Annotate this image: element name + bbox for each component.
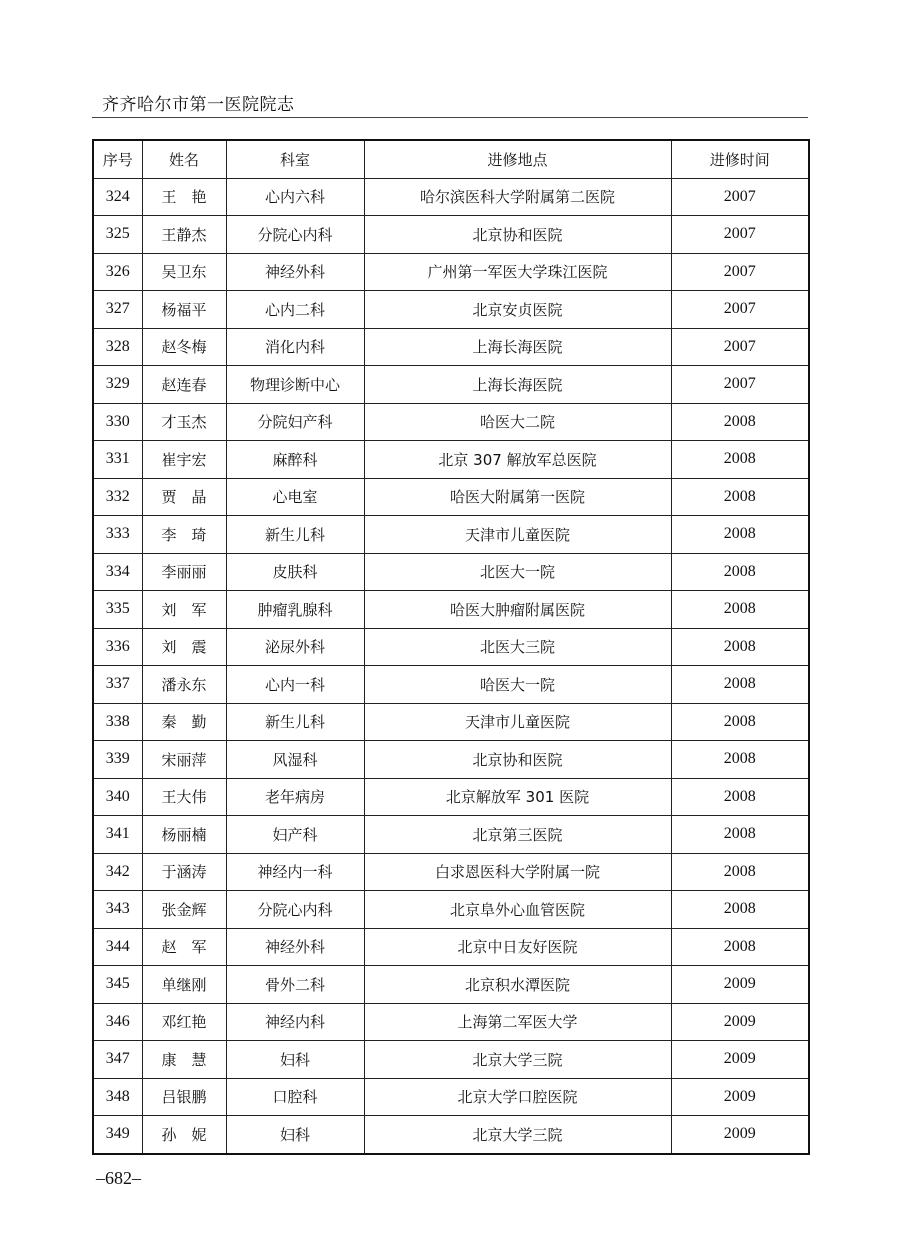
year-cell: 2008 bbox=[671, 816, 809, 854]
year-cell: 2008 bbox=[671, 516, 809, 554]
location-cell: 北医大一院 bbox=[364, 553, 671, 591]
table-row bbox=[93, 928, 809, 966]
department-cell: 骨外二科 bbox=[226, 966, 364, 1004]
table-row bbox=[93, 966, 809, 1004]
serial-cell: 328 bbox=[93, 328, 142, 366]
year-cell: 2008 bbox=[671, 628, 809, 666]
department-cell: 皮肤科 bbox=[226, 553, 364, 591]
name-cell: 赵连春 bbox=[142, 366, 226, 404]
column-header-location: 进修地点 bbox=[364, 140, 671, 178]
table-row bbox=[93, 778, 809, 816]
serial-cell: 346 bbox=[93, 1003, 142, 1041]
table-row bbox=[93, 666, 809, 704]
table-row bbox=[93, 553, 809, 591]
department-cell: 老年病房 bbox=[226, 778, 364, 816]
table-row bbox=[93, 403, 809, 441]
location-cell: 哈医大一院 bbox=[364, 666, 671, 704]
year-cell: 2009 bbox=[671, 1041, 809, 1079]
year-cell: 2008 bbox=[671, 741, 809, 779]
name-cell: 康 慧 bbox=[142, 1041, 226, 1079]
serial-cell: 326 bbox=[93, 253, 142, 291]
table-row bbox=[93, 478, 809, 516]
location-cell: 北京安贞医院 bbox=[364, 291, 671, 329]
year-cell: 2008 bbox=[671, 778, 809, 816]
department-cell: 妇科 bbox=[226, 1041, 364, 1079]
name-cell: 邓红艳 bbox=[142, 1003, 226, 1041]
table-row bbox=[93, 891, 809, 929]
location-cell: 北京协和医院 bbox=[364, 741, 671, 779]
name-cell: 才玉杰 bbox=[142, 403, 226, 441]
department-cell: 心内一科 bbox=[226, 666, 364, 704]
serial-cell: 343 bbox=[93, 891, 142, 929]
year-cell: 2008 bbox=[671, 478, 809, 516]
year-cell: 2007 bbox=[671, 216, 809, 254]
name-cell: 单继刚 bbox=[142, 966, 226, 1004]
name-cell: 赵 军 bbox=[142, 928, 226, 966]
year-cell: 2007 bbox=[671, 291, 809, 329]
serial-cell: 338 bbox=[93, 703, 142, 741]
table-header-row bbox=[93, 140, 809, 178]
name-cell: 宋丽萍 bbox=[142, 741, 226, 779]
name-cell: 杨丽楠 bbox=[142, 816, 226, 854]
department-cell: 新生儿科 bbox=[226, 703, 364, 741]
serial-cell: 342 bbox=[93, 853, 142, 891]
location-cell: 白求恩医科大学附属一院 bbox=[364, 853, 671, 891]
name-cell: 吴卫东 bbox=[142, 253, 226, 291]
running-header-title: 齐齐哈尔市第一医院院志 bbox=[102, 95, 295, 115]
year-cell: 2008 bbox=[671, 441, 809, 479]
table-row bbox=[93, 216, 809, 254]
department-cell: 物理诊断中心 bbox=[226, 366, 364, 404]
department-cell: 分院心内科 bbox=[226, 216, 364, 254]
table-row bbox=[93, 1041, 809, 1079]
location-cell: 哈尔滨医科大学附属第二医院 bbox=[364, 178, 671, 216]
table-row bbox=[93, 853, 809, 891]
serial-cell: 345 bbox=[93, 966, 142, 1004]
serial-cell: 329 bbox=[93, 366, 142, 404]
serial-cell: 348 bbox=[93, 1078, 142, 1116]
name-cell: 李 琦 bbox=[142, 516, 226, 554]
serial-cell: 334 bbox=[93, 553, 142, 591]
name-cell: 于涵涛 bbox=[142, 853, 226, 891]
table-row bbox=[93, 253, 809, 291]
serial-cell: 347 bbox=[93, 1041, 142, 1079]
location-cell: 北京积水潭医院 bbox=[364, 966, 671, 1004]
location-cell: 广州第一军医大学珠江医院 bbox=[364, 253, 671, 291]
department-cell: 麻醉科 bbox=[226, 441, 364, 479]
location-cell: 哈医大肿瘤附属医院 bbox=[364, 591, 671, 629]
name-cell: 李丽丽 bbox=[142, 553, 226, 591]
location-cell: 北医大三院 bbox=[364, 628, 671, 666]
year-cell: 2007 bbox=[671, 328, 809, 366]
table-row bbox=[93, 178, 809, 216]
serial-cell: 327 bbox=[93, 291, 142, 329]
name-cell: 刘 军 bbox=[142, 591, 226, 629]
department-cell: 分院心内科 bbox=[226, 891, 364, 929]
department-cell: 风湿科 bbox=[226, 741, 364, 779]
column-header-department: 科室 bbox=[226, 140, 364, 178]
table-row bbox=[93, 703, 809, 741]
location-cell: 上海第二军医大学 bbox=[364, 1003, 671, 1041]
department-cell: 新生儿科 bbox=[226, 516, 364, 554]
table-row bbox=[93, 816, 809, 854]
year-cell: 2008 bbox=[671, 928, 809, 966]
column-header-year: 进修时间 bbox=[671, 140, 809, 178]
serial-cell: 341 bbox=[93, 816, 142, 854]
year-cell: 2009 bbox=[671, 1116, 809, 1154]
name-cell: 王 艳 bbox=[142, 178, 226, 216]
table-row bbox=[93, 328, 809, 366]
location-cell: 北京 307 解放军总医院 bbox=[364, 441, 671, 479]
department-cell: 分院妇产科 bbox=[226, 403, 364, 441]
year-cell: 2009 bbox=[671, 966, 809, 1004]
department-cell: 消化内科 bbox=[226, 328, 364, 366]
location-cell: 上海长海医院 bbox=[364, 366, 671, 404]
serial-cell: 335 bbox=[93, 591, 142, 629]
header-divider bbox=[92, 117, 808, 118]
location-cell: 北京大学三院 bbox=[364, 1116, 671, 1154]
serial-cell: 324 bbox=[93, 178, 142, 216]
year-cell: 2008 bbox=[671, 666, 809, 704]
name-cell: 赵冬梅 bbox=[142, 328, 226, 366]
table-row bbox=[93, 1078, 809, 1116]
serial-cell: 349 bbox=[93, 1116, 142, 1154]
year-cell: 2007 bbox=[671, 178, 809, 216]
department-cell: 肿瘤乳腺科 bbox=[226, 591, 364, 629]
table-row bbox=[93, 628, 809, 666]
location-cell: 北京解放军 301 医院 bbox=[364, 778, 671, 816]
table-header bbox=[93, 140, 809, 178]
name-cell: 杨福平 bbox=[142, 291, 226, 329]
name-cell: 崔宇宏 bbox=[142, 441, 226, 479]
name-cell: 吕银鹏 bbox=[142, 1078, 226, 1116]
table-row bbox=[93, 741, 809, 779]
serial-cell: 325 bbox=[93, 216, 142, 254]
table-body bbox=[93, 178, 809, 1154]
department-cell: 心内二科 bbox=[226, 291, 364, 329]
column-header-name: 姓名 bbox=[142, 140, 226, 178]
column-header-serial: 序号 bbox=[93, 140, 142, 178]
training-roster-table bbox=[92, 139, 810, 1155]
serial-cell: 333 bbox=[93, 516, 142, 554]
year-cell: 2008 bbox=[671, 553, 809, 591]
location-cell: 天津市儿童医院 bbox=[364, 703, 671, 741]
serial-cell: 330 bbox=[93, 403, 142, 441]
table-row bbox=[93, 1116, 809, 1154]
serial-cell: 336 bbox=[93, 628, 142, 666]
department-cell: 神经内一科 bbox=[226, 853, 364, 891]
location-cell: 天津市儿童医院 bbox=[364, 516, 671, 554]
department-cell: 神经外科 bbox=[226, 253, 364, 291]
department-cell: 心内六科 bbox=[226, 178, 364, 216]
name-cell: 王大伟 bbox=[142, 778, 226, 816]
page-number: –682– bbox=[96, 1168, 141, 1188]
table-row bbox=[93, 516, 809, 554]
department-cell: 神经内科 bbox=[226, 1003, 364, 1041]
name-cell: 孙 妮 bbox=[142, 1116, 226, 1154]
year-cell: 2008 bbox=[671, 853, 809, 891]
department-cell: 泌尿外科 bbox=[226, 628, 364, 666]
location-cell: 上海长海医院 bbox=[364, 328, 671, 366]
serial-cell: 331 bbox=[93, 441, 142, 479]
department-cell: 神经外科 bbox=[226, 928, 364, 966]
department-cell: 心电室 bbox=[226, 478, 364, 516]
location-cell: 北京中日友好医院 bbox=[364, 928, 671, 966]
year-cell: 2008 bbox=[671, 591, 809, 629]
year-cell: 2008 bbox=[671, 703, 809, 741]
serial-cell: 340 bbox=[93, 778, 142, 816]
table-row bbox=[93, 1003, 809, 1041]
department-cell: 妇产科 bbox=[226, 816, 364, 854]
location-cell: 北京第三医院 bbox=[364, 816, 671, 854]
department-cell: 妇科 bbox=[226, 1116, 364, 1154]
location-cell: 哈医大附属第一医院 bbox=[364, 478, 671, 516]
name-cell: 张金辉 bbox=[142, 891, 226, 929]
name-cell: 贾 晶 bbox=[142, 478, 226, 516]
table-row bbox=[93, 591, 809, 629]
table-row bbox=[93, 291, 809, 329]
location-cell: 北京协和医院 bbox=[364, 216, 671, 254]
name-cell: 王静杰 bbox=[142, 216, 226, 254]
year-cell: 2007 bbox=[671, 366, 809, 404]
serial-cell: 337 bbox=[93, 666, 142, 704]
year-cell: 2009 bbox=[671, 1003, 809, 1041]
name-cell: 秦 勤 bbox=[142, 703, 226, 741]
name-cell: 刘 震 bbox=[142, 628, 226, 666]
serial-cell: 332 bbox=[93, 478, 142, 516]
location-cell: 北京阜外心血管医院 bbox=[364, 891, 671, 929]
year-cell: 2008 bbox=[671, 403, 809, 441]
location-cell: 北京大学三院 bbox=[364, 1041, 671, 1079]
serial-cell: 339 bbox=[93, 741, 142, 779]
department-cell: 口腔科 bbox=[226, 1078, 364, 1116]
year-cell: 2009 bbox=[671, 1078, 809, 1116]
name-cell: 潘永东 bbox=[142, 666, 226, 704]
table-row bbox=[93, 366, 809, 404]
location-cell: 哈医大二院 bbox=[364, 403, 671, 441]
year-cell: 2007 bbox=[671, 253, 809, 291]
location-cell: 北京大学口腔医院 bbox=[364, 1078, 671, 1116]
table-row bbox=[93, 441, 809, 479]
serial-cell: 344 bbox=[93, 928, 142, 966]
year-cell: 2008 bbox=[671, 891, 809, 929]
